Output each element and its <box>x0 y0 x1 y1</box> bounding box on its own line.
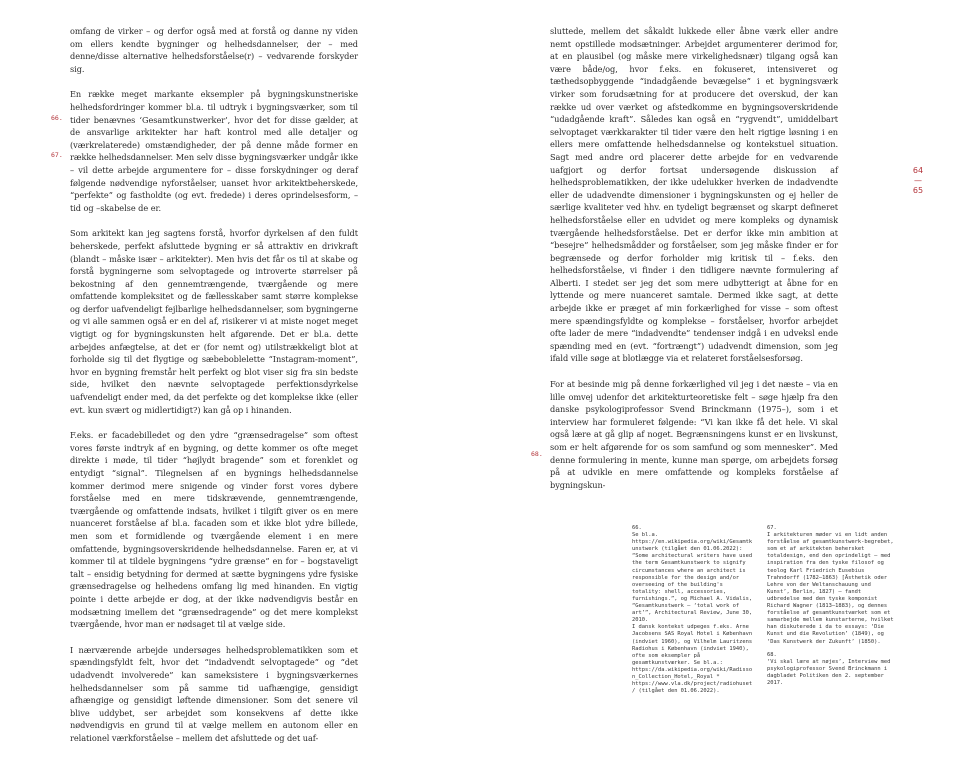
footnote-number: 68. <box>767 651 777 658</box>
footnote-text: I arkitekturen møder vi en lidt anden forståelse af gesamtkunstwerk-begrebet, som et af arkitekten behersket totaldesign, end den oprindeligt – med inspiration fra den tyske filosof og teolog Karl Friedrich Eusebius Trahndorff (1782–1863) [Ästhetik oder Lehre von der Weltanschauung und Kunst’, Berlin, 1827) – fandt udbredelse med den tyske komponist Richard Wagner (1813–1883), og dennes forståelse af gesamtkunstværket som et samarbejde mellem kunstarterne, hvilket han diskuterede i da to essays: ‘Die Kunst und die Revolution’ (1849), og ‘Das Kunstwerk der Zukunft’ (1850). <box>767 532 894 645</box>
right-page-column <box>550 25 838 504</box>
body-paragraph: F.eks. er facadebilledet og den ydre “grænsedragelse” som oftest vores første indtryk af en bygning, og dette kommer os ofte meget direkte i møde, til tider “højlydt bragende” som et forenklet og entydigt “signal”. Tilegnelsen af en bygnings helhedsdannelse kommer derimod mere snigende og vinder forst vores dybere forståelse med en mere tidskrævende, gennemtrængende, tværgående og omfattende indsats, hvilket i tilgift giver os en mere nuanceret forståelse af bl.a. facaden som et ikke blot ydre billede, men som et formidlende og tværgående element i en mere omfattende, bygningsoverskridende helhedsdannelse. Faren er, at vi kommer til at tildele bygningens “ydre grænse” en for – bogstaveligt talt – ensidig betydning for dermed at sætte bygningens ydre fysiske grænsedragelse og helhedens omfang lig med hinanden. En vigtig pointe i dette arbejde er dog, at der ikke nødvendigvis består en modsætning imellem det “grænsedragende” og det mere komplekst tværgående, hvor man er nødsaget til at vælge side. <box>70 430 358 630</box>
footnote <box>767 652 895 687</box>
body-paragraph: I nærværende arbejde undersøges helhedsproblematikken som et spændingsfyldt felt, hvor det “indadvendt selvoptagede” og “det udadvendt involverede” kan sameksistere i bygningsværkernes helhedsdannelser som på samme tid uafhængige, gensidigt afhængige og gensidigt løftende dimensioner. Som det senere vil blive uddybet, ser arbejdet som konsekvens af dette ikke nødvendigvis en grund til at vælge mellem en autonom eller en relationel værkforståelse – mellem det afsluttede og det uaf- <box>70 644 358 743</box>
page-number-left: 64 <box>912 166 924 175</box>
footnote-ref-66: 66. <box>51 114 63 122</box>
footnote-number: 67. <box>767 525 777 531</box>
footnote-number: 66. <box>632 525 642 531</box>
footnote-ref-68: 68. <box>531 450 543 458</box>
body-paragraph: For at besinde mig på denne forkærlighed vil jeg i det næste – via en lille omvej udenfor det arkitekturteoretiske felt – søge hjælp fra den danske psykologiprofessor Svend Brinckmann (1975–), som i et interview har formuleret følgende: “Vi kan ikke få det hele. Vi skal også lære at gå glip af noget. Begrænsningens kunst er en livskunst, som er helt afgørende for os som samfund og som mennesker”. Med denne formulering in mente, kunne man spørge, om arbejdets forsøg på at udvikle en mere omfattende og kompleks forståelse af bygningskun- <box>550 379 838 490</box>
body-paragraph: omfang de virker – og derfor også med at forstå og danne ny viden om ellers kendte bygninger og helhedsdannelser, der – med denne/disse alternative helhedsforståelse(r) – vedvarende forskyder sig. <box>70 26 358 74</box>
footnote-text: ‘Vi skal lære at nøjes’, Interview med psykologiprofessor Svend Brinckmann i dagbladet Politiken den 2. september 2017. <box>767 658 891 686</box>
footnote-ref-67: 67. <box>51 151 63 159</box>
page-numbers <box>905 166 931 196</box>
footnote <box>767 525 895 646</box>
footnote <box>632 525 754 695</box>
body-paragraph: Som arkitekt kan jeg sagtens forstå, hvorfor dyrkelsen af den fuldt beherskede, perfekt afsluttede bygning er så attraktiv en drivkraft (blandt – måske især – arkitekter). Men hvis det får os til at skabe og forstå bygningerne som selvoptagede og introverte størrelser på bekostning af den gennemtrængende, tværgående og mere omfattende kompleksitet og de fællesskaber samt større komplekse og derfor uafvendeligt fejlbarlige helhedsdannelser, som bygningerne og vi alle sammen også er en del af, risikerer vi at miste noget meget vigtigt og for bygningskunsten helt afgørende. Det er bl.a. dette arbejdes anfægtelse, at det er (for nemt og) utilstrækkeligt blot at forholde sig til det flygtige og sæbeboblelette “Instagram-moment”, hvor en bygning fremstår helt perfekt og blot viser sig fra sin bedste side, hvilket den nævnte selvoptagede perfektionsdyrkelse uafvendeligt ender med, da det perfekte og det komplekse ikke (eller evt. kun svært og midlertidigt?) kan gå op i hinanden. <box>70 228 358 415</box>
body-paragraph: En række meget markante eksempler på bygningskunstneriske helhedsfordringer kommer bl.a. til udtryk i bygningsværker, som til tider benævnes ‘Gesamtkunstwerker’, hvor det for disse gælder, at de ansvarlige arkitekter har haft kontrol med alle detaljer og (værkrelaterede) omstændigheder, der på denne måde former en række helhedsdannelser. Men selv disse bygningsværker undgår ikke – vil dette arbejde argumentere for – disse forskydninger og deraf følgende nødvendige nyforståelser, uanset hvor arkitektbeherskede, “perfekte” og fastholdte (og evt. fredede) i deres oprindelsesform, –tid og –skabelse de er. <box>70 89 358 213</box>
footnotes-column <box>767 525 895 693</box>
body-paragraph: sluttede, mellem det såkaldt lukkede eller åbne værk eller andre nemt opstillede modsætninger. Arbejdet argumenterer derimod for, at en plausibel (og måske mere virkelighedsnær) tilgang også kan være både/og, hvor f.eks. en fokuseret, intensiveret og tæthedsopbyggende “indadgående bevægelse” i et bygningsværk virker som forudsætning for at producere det overskud, der kan række ud over værket og afstedkomme en bygningsoverskridende “udadgående kraft”. Således kan også en “rygvendt”, umiddelbart selvoptaget værkkarakter til tider være den helt rigtige løsning i en ellers mere omfattende helhedsdannelse og kontekstuel situation. Sagt med andre ord placerer dette arbejde for en vedvarende uafgjort og derfor fortsat undersøgende diskussion af helhedsproblematikken, der ikke udelukker hverken de indadvendte eller de udadvendte dimensioner i bygningskunsten og ej heller de særlige kvaliteter ved hhv. en tydeligt begrænset og skarpt defineret helhedsforståelse eller en udvidet og mere kompleks og dynamisk tværgående helhedsforståelse. Det er derfor ikke min ambition at “besejre” helhedsmådder og forståelser, som jeg måske finder er for begrænsede og derfor forholder mig kritisk til – f.eks. den helhedsforståelse, vi finder i den tidligere nævnte formulering af Alberti. I stedet ser jeg det som mere udbytterigt at åbne for en lyttende og mere nuanceret samtale. Dermed ikke sagt, at dette arbejde ikke er præget af min forkærlighed for visse – som oftest mere spændingsfyldte og komplekse – forståelser, hvorfor arbejdet ofte lader de mere “indadvendte” tendenser indgå i en udveksl ende spænding med en (evt. “fortrængt”) udadvendt dimension, som jeg ifald ville søge at blotlægge via et relateret forståelsesforsøg. <box>550 26 838 364</box>
footnotes-column <box>632 525 754 701</box>
left-page-column <box>70 25 358 757</box>
page-number-divider: — <box>914 176 922 185</box>
footnote-text: Se bl.a. https://en.wikipedia.org/wiki/Gesamtkunstwerk (tilgået den 01.06.2022): “Some architectural writers have used the term Gesamtkunstwerk to signify circumstances where an architect is responsible for the design and/or overseeing of the building's totality: shell, accessories, furnishings.”, og Michael A. Vidalis, “Gesamtkunstwerk – ‘total work of art’”, Architectural Review, June 30, 2010. I dansk kontekst udpeges f.eks. Arne Jacobsens SAS Royal Hotel i København (indviet 1960), og Vilhelm Lauritzens Radiohus i København (indviet 1940), ofte som eksempler på gesamtkunstværker. Se bl.a.: https://da.wikipedia.org/wiki/Radisson_Collection_Hotel,_Royal * https://www.vla.dk/project/radiohuset/ (tilgået den 01.06.2022). <box>632 532 753 695</box>
page-number-right: 65 <box>912 186 924 195</box>
